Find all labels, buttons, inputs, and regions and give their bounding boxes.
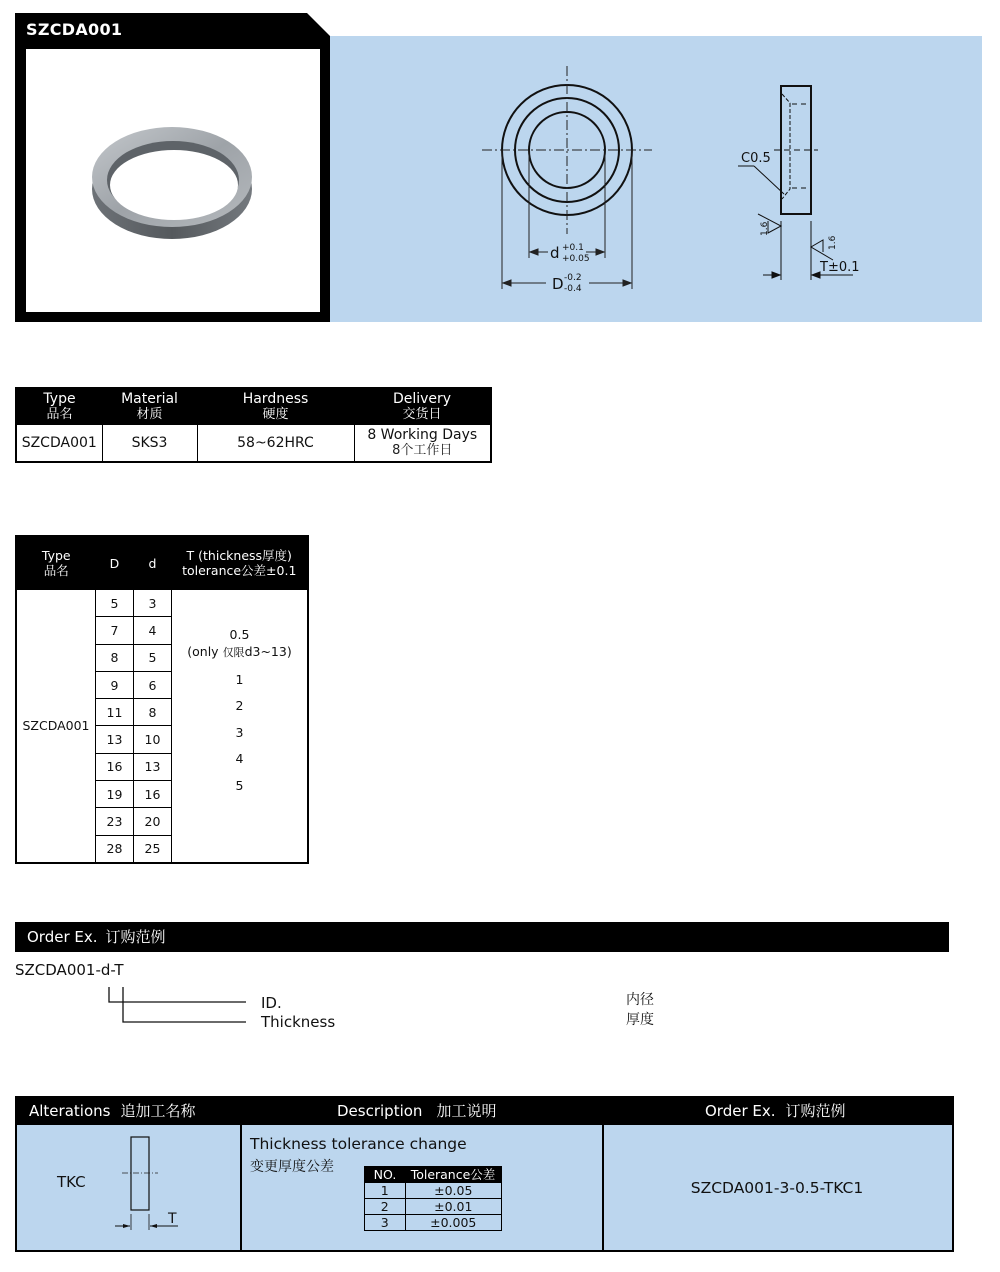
size-D: 9 [96,671,134,698]
order-id-label-cn: 内径 [626,992,654,1008]
size-row [16,590,308,617]
outer-tol-upper: -0.2 [564,273,582,283]
outer-tol-lower: -0.4 [564,284,582,294]
order-code-leader-lines [100,985,260,1030]
order-id-label: ID. [261,994,282,1012]
spec-type: SZCDA001 [16,425,102,463]
tolerance-no: 3 [365,1215,406,1231]
thickness-value: 2 [235,698,244,713]
size-header-row [16,536,308,590]
alterations-header [17,1098,952,1125]
size-d: 4 [134,617,172,644]
inner-dim-label: d [550,244,560,262]
size-header-D: D [96,536,134,590]
roughness-left-label: 1.6 [760,221,770,236]
size-header-thickness: T (thickness厚度) tolerance公差±0.1 [172,536,309,590]
technical-drawing-panel [330,36,982,322]
alterations-header-alt: Alterations 追加工名称 [29,1102,196,1120]
alteration-description-cn: 变更厚度公差 [250,1159,334,1175]
size-D: 5 [96,590,134,617]
size-d: 25 [134,835,172,863]
size-D: 16 [96,753,134,780]
size-D: 11 [96,699,134,726]
thickness-list [172,590,309,863]
size-D: 8 [96,644,134,671]
tolerance-table [364,1166,502,1231]
thickness-value: 1 [235,671,244,687]
alterations-header-order: Order Ex. 订购范例 [705,1102,846,1120]
size-header-d: d [134,536,172,590]
size-d: 10 [134,726,172,753]
thickness-first: 0.5 [229,626,250,642]
tolerance-header-row [365,1167,502,1183]
spacer-ring-image [26,49,320,312]
tolerance-value: ±0.005 [405,1215,502,1231]
size-D: 7 [96,617,134,644]
spec-material: SKS3 [102,425,197,463]
size-d: 6 [134,671,172,698]
alteration-code: TKC [57,1173,86,1191]
center-lines [482,66,652,234]
spec-header-hardness: Hardness 硬度 [197,388,354,425]
alteration-order-example: SZCDA001-3-0.5-TKC1 [690,1178,864,1197]
alterations-header-desc: Description 加工说明 [337,1102,497,1120]
thickness-first-note: (only 仅限d3~13) [187,644,292,659]
size-table [15,535,309,864]
size-d: 16 [134,781,172,808]
order-example-title-en: Order Ex. [27,928,98,946]
size-D: 19 [96,781,134,808]
spec-table [15,387,492,463]
size-D: 23 [96,808,134,835]
tolerance-no: 2 [365,1199,406,1215]
outer-dim-label: D [552,275,564,293]
tolerance-value: ±0.01 [405,1199,502,1215]
product-code-title: SZCDA001 [26,20,123,39]
order-thickness-label-cn: 厚度 [626,1012,654,1028]
size-D: 28 [96,835,134,863]
technical-drawing [330,36,982,322]
order-code-template: SZCDA001-d-T [15,961,124,979]
thickness-tolerance-label: T±0.1 [820,260,860,275]
inner-tol-lower: +0.05 [562,254,590,264]
side-view [774,86,818,214]
order-thickness-label: Thickness [261,1013,336,1031]
spec-header-material: Material 材质 [102,388,197,425]
alteration-description: Thickness tolerance change [250,1135,467,1153]
size-type: SZCDA001 [16,590,96,863]
size-D: 13 [96,726,134,753]
tkc-sketch-label: T [168,1211,177,1227]
roughness-right-label: 1.6 [828,235,838,250]
spec-header-delivery: Delivery 交货日 [354,388,491,425]
size-d: 8 [134,699,172,726]
order-example-bar [15,922,949,952]
tolerance-header-tol: Tolerance公差 [405,1167,502,1183]
size-header-type: Type 品名 [16,536,96,590]
tolerance-no: 1 [365,1183,406,1199]
order-example-title-cn: 订购范例 [105,928,166,946]
size-d: 3 [134,590,172,617]
tkc-sketch [112,1131,192,1241]
spec-header-type: Type 品名 [16,388,102,425]
inner-tol-upper: +0.1 [562,243,584,253]
spec-hardness: 58~62HRC [197,425,354,463]
spec-delivery: 8 Working Days 8个工作日 [354,425,491,463]
chamfer-label: C0.5 [741,151,771,166]
spec-header-row [16,388,491,425]
thickness-value: 4 [235,751,244,766]
tolerance-value: ±0.05 [405,1183,502,1199]
tolerance-row [365,1183,502,1199]
alterations-table [15,1096,954,1252]
alterations-row [17,1125,952,1250]
tolerance-row [365,1199,502,1215]
size-d: 13 [134,753,172,780]
size-d: 20 [134,808,172,835]
product-photo [26,49,320,312]
column-divider [240,1125,242,1250]
tolerance-row [365,1215,502,1231]
spec-row [16,425,491,463]
tolerance-header-no: NO. [365,1167,406,1183]
thickness-value: 5 [235,777,244,793]
size-d: 5 [134,644,172,671]
thickness-value: 3 [235,724,244,740]
